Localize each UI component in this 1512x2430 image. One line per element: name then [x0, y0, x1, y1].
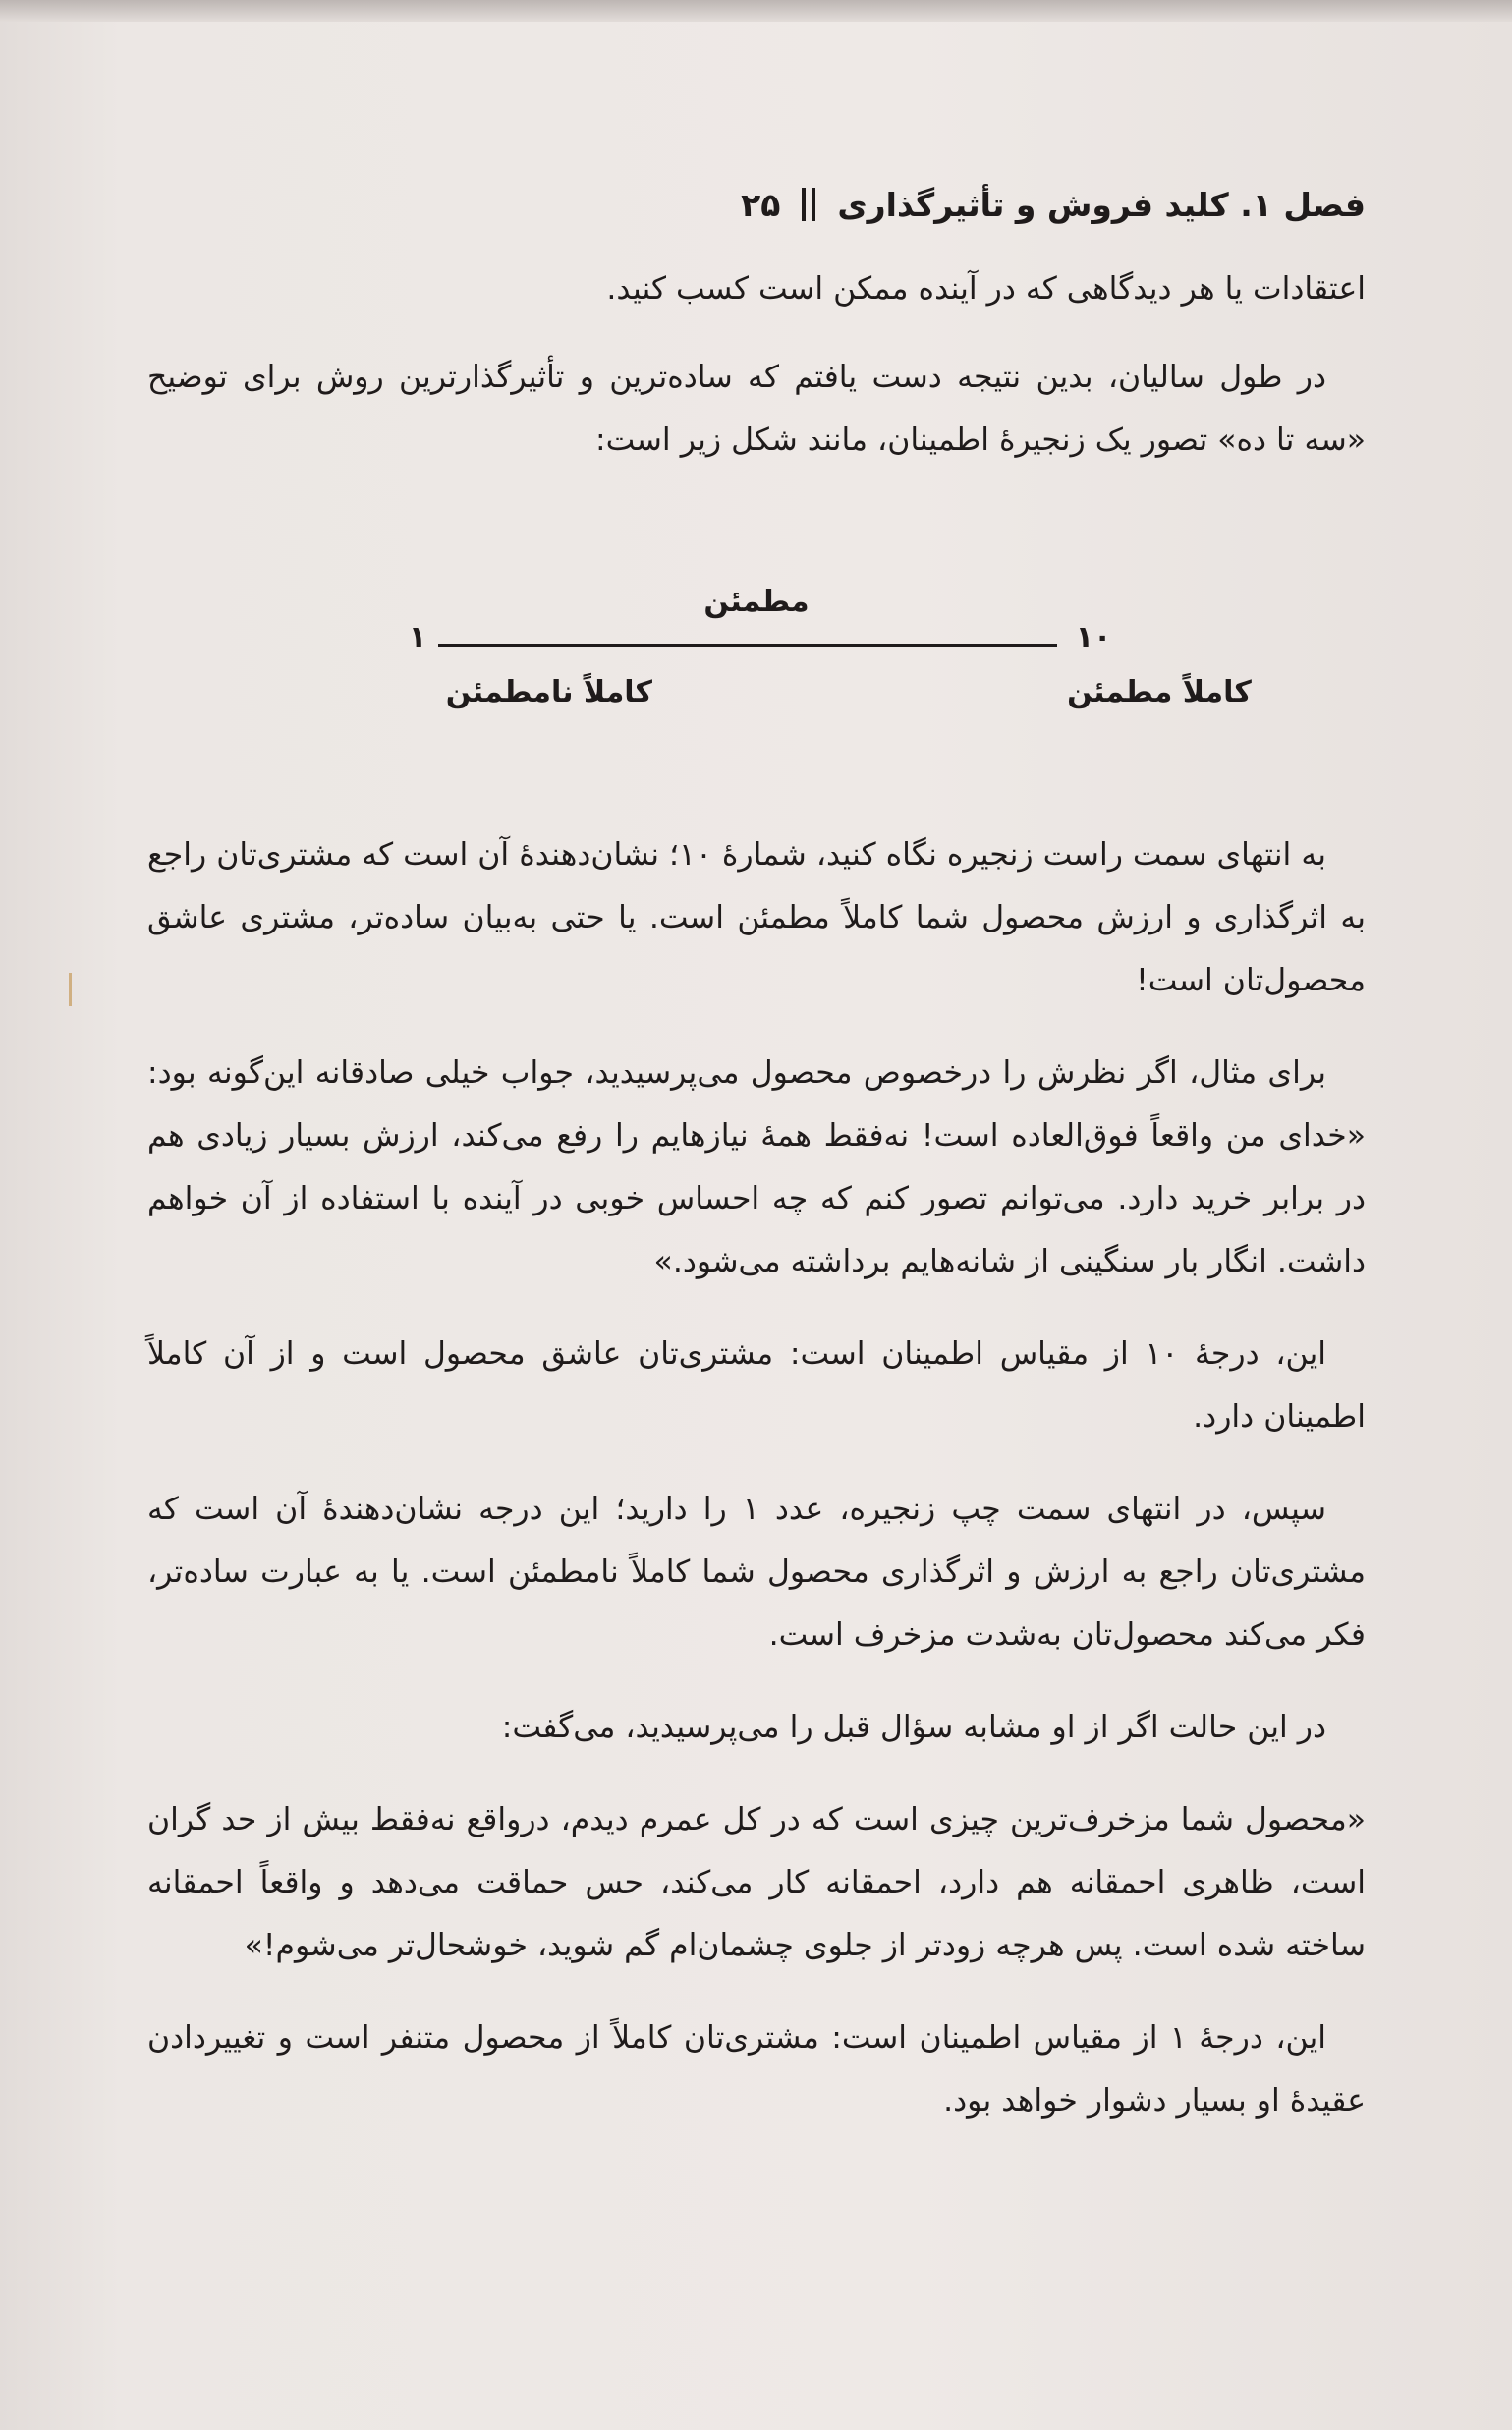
scale-left-label: کاملاً نامطمئن — [445, 675, 652, 709]
paragraph-continuation: اعتقادات یا هر دیدگاهی که در آینده ممکن است کسب کنید. — [606, 271, 1366, 307]
chapter-title: فصل ۱. کلید فروش و تأثیرگذاری — [837, 185, 1366, 224]
paragraph-degree-ten: این، درجهٔ ۱۰ از مقیاس اطمینان است: مشتری‌تان عاشق محصول است و از آن کاملاً اطمینان دارد. — [147, 1336, 1366, 1435]
paragraph-right-end: به انتهای سمت راست زنجیره نگاه کنید، شمارهٔ ۱۰؛ نشان‌دهندهٔ آن است که مشتری‌تان راجع به اثرگذاری و ارزش محصول شما کاملاً مطمئن است. یا حتی به‌بیان ساده‌تر، مشتری عاشق محصول‌تان است! — [147, 837, 1366, 998]
scale-right-label: کاملاً مطمئن — [1067, 675, 1252, 709]
running-header — [147, 175, 1366, 234]
page-number: ۲۵ — [741, 185, 781, 224]
header-separator — [802, 188, 815, 221]
paragraph-left-end: سپس، در انتهای سمت چپ زنجیره، عدد ۱ را دارید؛ این درجه نشان‌دهندهٔ آن است که مشتری‌تان راجع به ارزش و اثرگذاری محصول شما کاملاً نامطمئن است. یا به عبارت ساده‌تر، فکر می‌کند محصول‌تان به‌شدت مزخرف است. — [147, 1492, 1366, 1653]
paragraph-intro-scale: در طول سالیان، بدین نتیجه دست یافتم که ساده‌ترین و تأثیرگذارترین روش برای توضیح «سه تا ده» تصور یک زنجیرهٔ اطمینان، مانند شکل زیر است: — [147, 360, 1366, 458]
scale-left-number: ۱ — [408, 620, 427, 654]
paragraph-question: در این حالت اگر از او مشابه سؤال قبل را می‌پرسیدید، می‌گفت: — [501, 1710, 1326, 1745]
paragraph-example-negative: «محصول شما مزخرف‌ترین چیزی است که در کل عمرم دیدم، درواقع نه‌فقط بیش از حد گران است، ظاهری احمقانه هم دارد، احمقانه کار می‌کند، حس حماقت می‌دهد و واقعاً احمقانه ساخته شده است. پس هرچه زودتر از جلوی چشمان‌ام گم شوید، خوشحال‌تر می‌شوم!» — [147, 1802, 1366, 1963]
confidence-scale-figure — [147, 575, 1366, 742]
paragraph-example-positive: برای مثال، اگر نظرش را درخصوص محصول می‌پرسیدید، جواب خیلی صادقانه این‌گونه بود: «خدای من واقعاً فوق‌العاده است! نه‌فقط همهٔ نیازهایم را رفع می‌کند، ارزش بسیار زیادی هم در برابر خرید دارد. می‌توانم تصور کنم که چه احساس خوبی در آینده با استفاده از آن خواهم داشت. انگار بار سنگینی از شانه‌هایم برداشته می‌شود.» — [147, 1055, 1366, 1279]
text-block-top — [147, 257, 1366, 472]
scale-title: مطمئن — [703, 585, 810, 619]
page-edge-mark — [69, 973, 72, 1006]
scale-right-number: ۱۰ — [1075, 620, 1112, 654]
text-block-main — [147, 823, 1366, 2132]
scale-line — [438, 644, 1057, 647]
paragraph-degree-one: این، درجهٔ ۱ از مقیاس اطمینان است: مشتری‌تان کاملاً از محصول متنفر است و تغییردادن عقیدهٔ او بسیار دشوار خواهد بود. — [147, 2020, 1366, 2119]
